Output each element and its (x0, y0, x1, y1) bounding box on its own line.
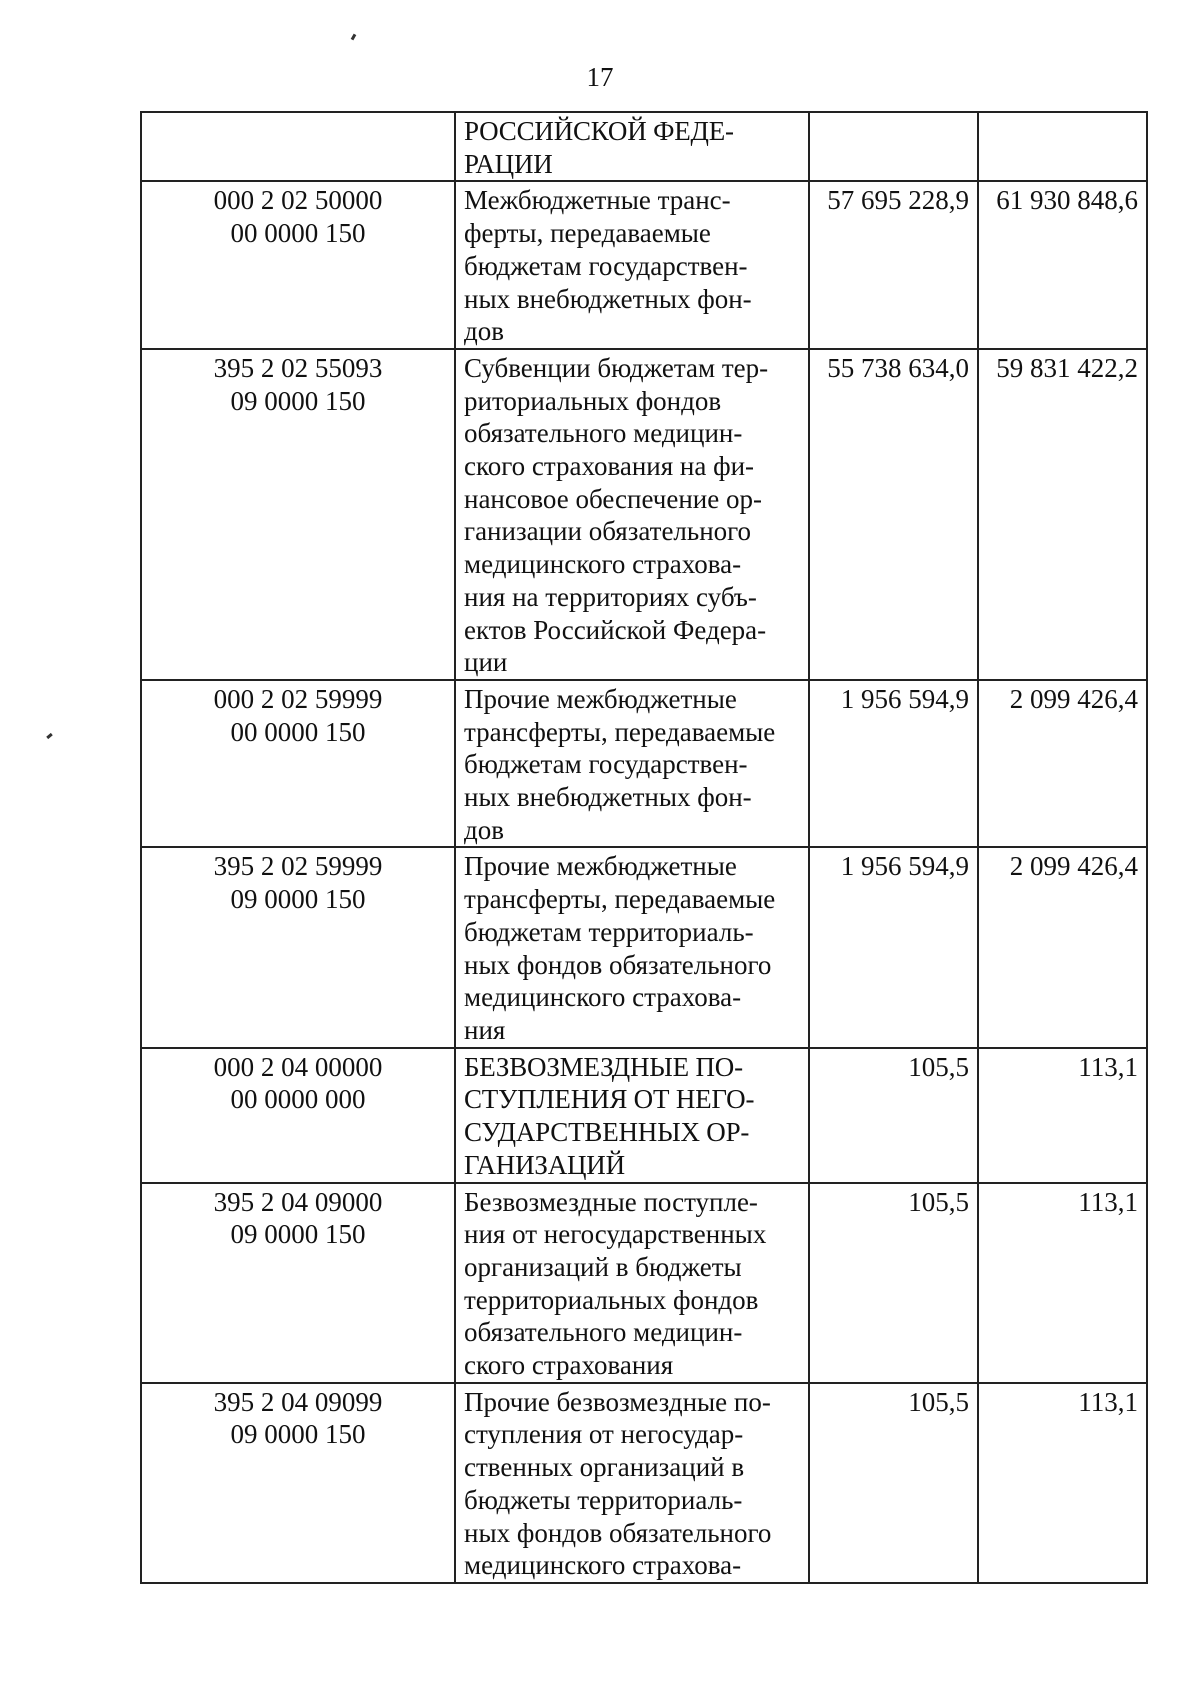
value-2022-cell: 105,5 (809, 1048, 978, 1183)
name-line: медицинского страхова- (464, 982, 742, 1013)
value-2023-cell: 2 099 426,4 (978, 847, 1147, 1047)
value-2022-cell: 55 738 634,0 (809, 349, 978, 680)
code-line: 09 0000 150 (230, 1419, 366, 1450)
name-line: бюджетам территориаль- (464, 916, 754, 947)
name-line: трансферты, передаваемые (464, 884, 776, 915)
scan-speck (351, 34, 357, 41)
code-line: 000 2 02 50000 (213, 185, 383, 216)
value-2023-cell: 113,1 (978, 1383, 1147, 1583)
code-line: 395 2 04 09099 (213, 1386, 383, 1417)
code-cell (141, 1048, 455, 1183)
name-line: ции (464, 647, 508, 678)
name-line: ния (464, 1014, 506, 1045)
value-2023-cell: 59 831 422,2 (978, 349, 1147, 680)
table-row (141, 349, 1147, 680)
name-line: ния от негосударственных (464, 1219, 767, 1250)
name-line: ных фондов обязательного (464, 949, 772, 980)
name-line: дов (464, 814, 504, 845)
code-cell (141, 847, 455, 1047)
name-line: ных фондов обязательного (464, 1517, 772, 1548)
budget-table (140, 111, 1148, 1584)
name-line: нансовое обеспечение ор- (464, 483, 762, 514)
name-line: ступления от негосудар- (464, 1419, 744, 1450)
code-cell (141, 680, 455, 848)
value-2022-cell (809, 112, 978, 181)
name-line: Прочие безвозмездные по- (464, 1386, 771, 1417)
code-line: 09 0000 150 (230, 1219, 366, 1250)
name-cell (455, 680, 809, 848)
name-line: ГАНИЗАЦИЙ (464, 1149, 625, 1180)
code-cell (141, 349, 455, 680)
table-row (141, 680, 1147, 848)
value-2023-cell: 113,1 (978, 1048, 1147, 1183)
name-line: ектов Российской Федера- (464, 614, 767, 645)
name-line: дов (464, 316, 504, 347)
code-line: 00 0000 150 (230, 218, 366, 249)
code-cell (141, 1383, 455, 1583)
name-cell (455, 349, 809, 680)
code-cell (141, 1183, 455, 1383)
name-cell (455, 1048, 809, 1183)
table-row (141, 112, 1147, 181)
name-line: ных внебюджетных фон- (464, 782, 752, 813)
name-line: ганизации обязательного (464, 516, 752, 547)
name-line: Прочие межбюджетные (464, 683, 737, 714)
code-cell (141, 181, 455, 349)
table-row (141, 1183, 1147, 1383)
name-line: ния на территориях субъ- (464, 581, 757, 612)
name-cell (455, 847, 809, 1047)
name-line: организаций в бюджеты (464, 1251, 742, 1282)
scan-speck (46, 733, 53, 739)
name-cell (455, 1183, 809, 1383)
code-line: 00 0000 000 (230, 1084, 366, 1115)
budget-table-body (141, 112, 1147, 1583)
code-line: 395 2 02 55093 (213, 352, 383, 383)
name-cell (455, 181, 809, 349)
name-line: трансферты, передаваемые (464, 716, 776, 747)
value-2022-cell: 1 956 594,9 (809, 680, 978, 848)
code-line: 09 0000 150 (230, 884, 366, 915)
name-line: обязательного медицин- (464, 1317, 743, 1348)
name-cell (455, 1383, 809, 1583)
table-row (141, 1048, 1147, 1183)
code-line: 395 2 02 59999 (213, 851, 383, 882)
name-line: территориальных фондов (464, 1284, 759, 1315)
name-line: СТУПЛЕНИЯ ОТ НЕГО- (464, 1084, 755, 1115)
table-row (141, 1383, 1147, 1583)
code-line: 000 2 02 59999 (213, 683, 383, 714)
name-line: риториальных фондов (464, 385, 722, 416)
code-line: 09 0000 150 (230, 385, 366, 416)
value-2023-cell (978, 112, 1147, 181)
name-line: ского страхования на фи- (464, 451, 755, 482)
name-line: медицинского страхова- (464, 549, 742, 580)
code-cell (141, 112, 455, 181)
name-line: ных внебюджетных фон- (464, 283, 752, 314)
name-line: СУДАРСТВЕННЫХ ОР- (464, 1117, 750, 1148)
name-line: РОССИЙСКОЙ ФЕДЕ- (464, 116, 734, 146)
name-line: бюджетам государствен- (464, 250, 748, 281)
name-line: РАЦИИ (464, 148, 553, 179)
code-line: 00 0000 150 (230, 716, 366, 747)
name-line: медицинского страхова- (464, 1550, 742, 1581)
code-line: 395 2 04 09000 (213, 1186, 383, 1217)
name-line: бюджеты территориаль- (464, 1484, 743, 1515)
value-2022-cell: 57 695 228,9 (809, 181, 978, 349)
value-2023-cell: 113,1 (978, 1183, 1147, 1383)
page-number: 17 (586, 62, 614, 92)
name-line: БЕЗВОЗМЕЗДНЫЕ ПО- (464, 1051, 743, 1082)
name-line: бюджетам государствен- (464, 749, 748, 780)
code-line: 000 2 04 00000 (213, 1051, 383, 1082)
name-line: ского страхования (464, 1350, 674, 1381)
value-2022-cell: 105,5 (809, 1183, 978, 1383)
name-line: Субвенции бюджетам тер- (464, 352, 769, 383)
value-2022-cell: 105,5 (809, 1383, 978, 1583)
table-row (141, 847, 1147, 1047)
name-line: ферты, передаваемые (464, 218, 711, 249)
name-line: Межбюджетные транс- (464, 185, 731, 216)
value-2022-cell: 1 956 594,9 (809, 847, 978, 1047)
value-2023-cell: 2 099 426,4 (978, 680, 1147, 848)
value-2023-cell: 61 930 848,6 (978, 181, 1147, 349)
name-line: ственных организаций в (464, 1452, 745, 1483)
name-line: Безвозмездные поступле- (464, 1186, 758, 1217)
table-row (141, 181, 1147, 349)
name-line: Прочие межбюджетные (464, 851, 737, 882)
name-cell (455, 112, 809, 181)
name-line: обязательного медицин- (464, 418, 743, 449)
